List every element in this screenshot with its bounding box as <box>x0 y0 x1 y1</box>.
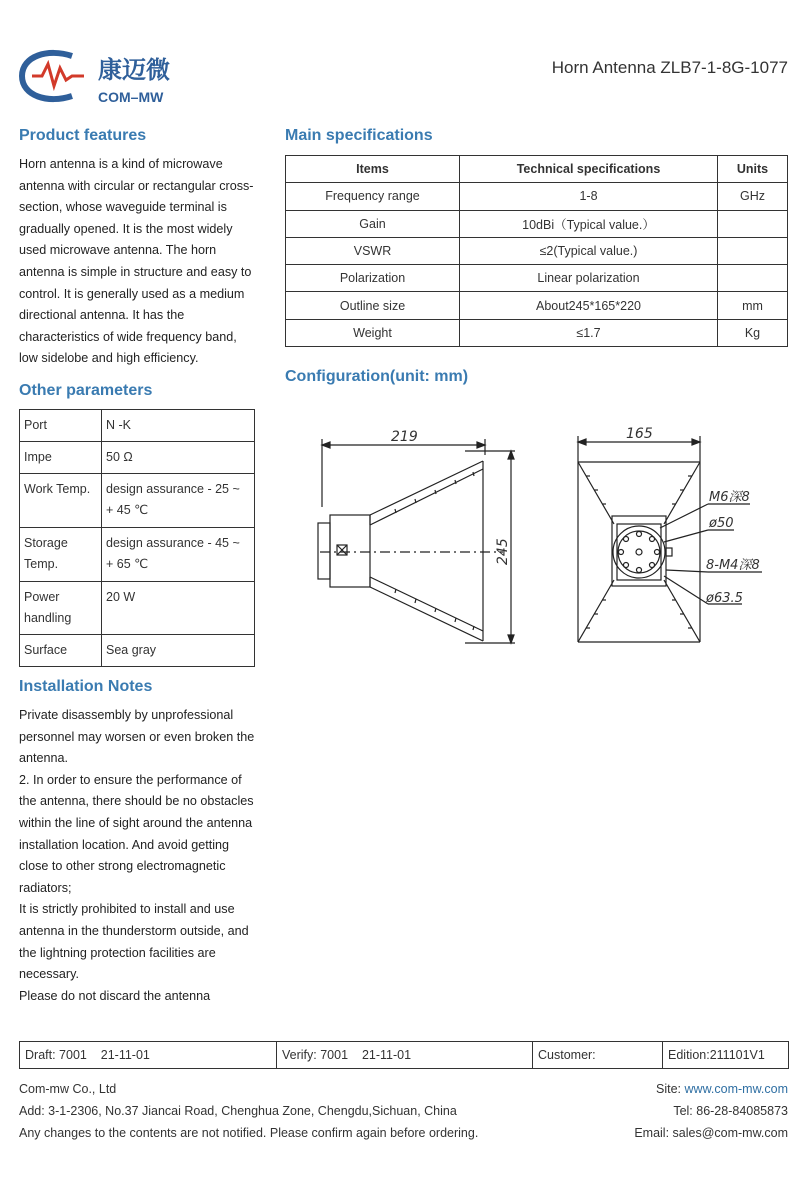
text-line: low sidelobe and high efficiency. <box>19 351 199 366</box>
text-line: Private disassembly by unprofessional <box>19 708 234 722</box>
main-specifications-table <box>285 155 788 347</box>
text-line: 2. In order to ensure the performance of <box>19 772 242 787</box>
spec-value: Linear polarization <box>460 265 718 292</box>
disclaimer: Any changes to the contents are not notified. Please confirm again before ordering. <box>19 1126 479 1140</box>
draft-id: 7001 <box>59 1048 87 1062</box>
spec-unit: GHz <box>718 183 788 210</box>
text-line: characteristics of wide frequency band, <box>19 329 237 344</box>
draft-label: Draft: <box>25 1048 56 1062</box>
spec-value: 1-8 <box>460 183 718 210</box>
draft-cell <box>20 1042 277 1069</box>
website <box>656 1082 788 1096</box>
front-view-drawing <box>572 420 772 648</box>
table-row <box>286 183 788 210</box>
spec-unit <box>718 210 788 237</box>
installation-notes-title: Installation Notes <box>19 678 153 695</box>
email[interactable]: Email: sales@com-mw.com <box>634 1126 788 1140</box>
other-parameters-title: Other parameters <box>19 382 153 399</box>
verify-label: Verify: <box>282 1048 317 1062</box>
text-line: It is strictly prohibited to install and use <box>19 902 235 917</box>
spec-value: ≤1.7 <box>460 319 718 346</box>
text-line: antenna in the thunderstorm outside, and <box>19 923 249 938</box>
text-line: section, whose waveguide terminal is <box>19 200 227 215</box>
spec-unit <box>718 265 788 292</box>
spec-item: Gain <box>286 210 460 237</box>
text-line: gradually opened. It is the most widely <box>19 221 233 236</box>
text-line: radiators; <box>19 880 72 895</box>
column-header: Items <box>286 156 460 183</box>
verify-date: 21-11-01 <box>361 1048 412 1062</box>
table-row <box>20 442 255 474</box>
text-line: used microwave antenna. The horn <box>19 243 217 258</box>
telephone: Tel: 86-28-84085873 <box>673 1104 788 1118</box>
spec-item: Weight <box>286 319 460 346</box>
param-value: N -K <box>102 410 255 442</box>
product-features-title: Product features <box>19 127 147 144</box>
spec-unit: mm <box>718 292 788 319</box>
spec-unit <box>718 237 788 264</box>
table-row <box>286 292 788 319</box>
verify-cell <box>277 1042 533 1069</box>
text-line: the lightning protection facilities are <box>19 945 216 960</box>
site-label: Site: <box>656 1082 685 1096</box>
table-row <box>286 265 788 292</box>
column-header: Technical specifications <box>460 156 718 183</box>
customer-cell: Customer: <box>533 1042 663 1069</box>
table-row <box>286 237 788 264</box>
param-label: Surface <box>20 635 102 667</box>
dim-label-m4: 8-M4深8 <box>706 558 760 573</box>
table-row <box>20 410 255 442</box>
table-row <box>20 474 255 528</box>
edition-cell: Edition:211101V1 <box>663 1042 789 1069</box>
main-specifications-title: Main specifications <box>285 127 433 144</box>
text-line: necessary. <box>19 967 79 982</box>
text-line: antenna is simple in structure and easy to <box>19 264 252 279</box>
company-address: Add: 3-1-2306, No.37 Jiancai Road, Chenghua Zone, Chengdu,Sichuan, China <box>19 1104 457 1118</box>
side-view-drawing <box>315 425 525 650</box>
param-value: 20 W <box>102 582 255 635</box>
param-value: Sea gray <box>102 635 255 667</box>
table-header-row <box>286 156 788 183</box>
column-header: Units <box>718 156 788 183</box>
spec-value: ≤2(Typical value.) <box>460 237 718 264</box>
website-link[interactable]: www.com-mw.com <box>684 1082 788 1096</box>
text-line: close to other strong electromagnetic <box>19 859 226 874</box>
company-logo <box>18 46 198 108</box>
text-line: antenna. <box>19 751 69 766</box>
dim-label-165: 165 <box>626 426 653 442</box>
table-row <box>286 319 788 346</box>
param-label: Storage Temp. <box>20 528 102 582</box>
param-label: Port <box>20 410 102 442</box>
spec-item: VSWR <box>286 237 460 264</box>
spec-item: Outline size <box>286 292 460 319</box>
approval-table <box>19 1041 789 1069</box>
dim-label-d50: ø50 <box>709 516 734 531</box>
dim-label-245: 245 <box>495 538 511 565</box>
installation-notes-text <box>19 705 269 1007</box>
table-row <box>20 635 255 667</box>
document-title: Horn Antenna ZLB7-1-8G-1077 <box>551 58 788 77</box>
param-label: Impe <box>20 442 102 474</box>
text-line: the antenna, there should be no obstacles <box>19 794 254 809</box>
table-row <box>20 582 255 635</box>
company-name: Com-mw Co., Ltd <box>19 1082 117 1096</box>
table-row <box>20 528 255 582</box>
text-line: Horn antenna is a kind of microwave <box>19 157 223 171</box>
spec-item: Polarization <box>286 265 460 292</box>
other-parameters-table <box>19 409 255 667</box>
text-line: Please do not discard the antenna <box>19 988 211 1003</box>
configuration-title: Configuration(unit: mm) <box>285 368 469 385</box>
spec-item: Frequency range <box>286 183 460 210</box>
dim-label-219: 219 <box>391 429 418 445</box>
text-line: personnel may worsen or even broken the <box>19 729 255 744</box>
param-value: design assurance - 45 ~ + 65 ℃ <box>102 528 255 582</box>
text-line: installation location. And avoid getting <box>19 837 230 852</box>
text-line: within the line of sight around the antenna <box>19 815 253 830</box>
text-line: directional antenna. It has the <box>19 308 185 323</box>
product-features-text <box>19 154 264 370</box>
text-line: control. It is generally used as a medium <box>19 286 245 301</box>
spec-unit: Kg <box>718 319 788 346</box>
verify-id: 7001 <box>320 1048 349 1062</box>
logo-icon <box>18 46 198 108</box>
param-value: 50 Ω <box>102 442 255 474</box>
text-line: antenna with circular or rectangular cross- <box>19 178 254 193</box>
draft-date: 21-11-01 <box>100 1048 150 1062</box>
table-row <box>286 210 788 237</box>
param-value: design assurance - 25 ~ + 45 ℃ <box>102 474 255 528</box>
table-row <box>20 1042 789 1069</box>
param-label: Work Temp. <box>20 474 102 528</box>
dim-label-m6: M6深8 <box>709 490 750 505</box>
spec-value: 10dBi（Typical value.） <box>460 210 718 237</box>
dim-label-d635: ø63.5 <box>706 591 743 606</box>
param-label: Power handling <box>20 582 102 635</box>
svg-text:COM–MW: COM–MW <box>98 89 164 105</box>
svg-text:康迈微: 康迈微 <box>98 56 170 84</box>
spec-value: About245*165*220 <box>460 292 718 319</box>
